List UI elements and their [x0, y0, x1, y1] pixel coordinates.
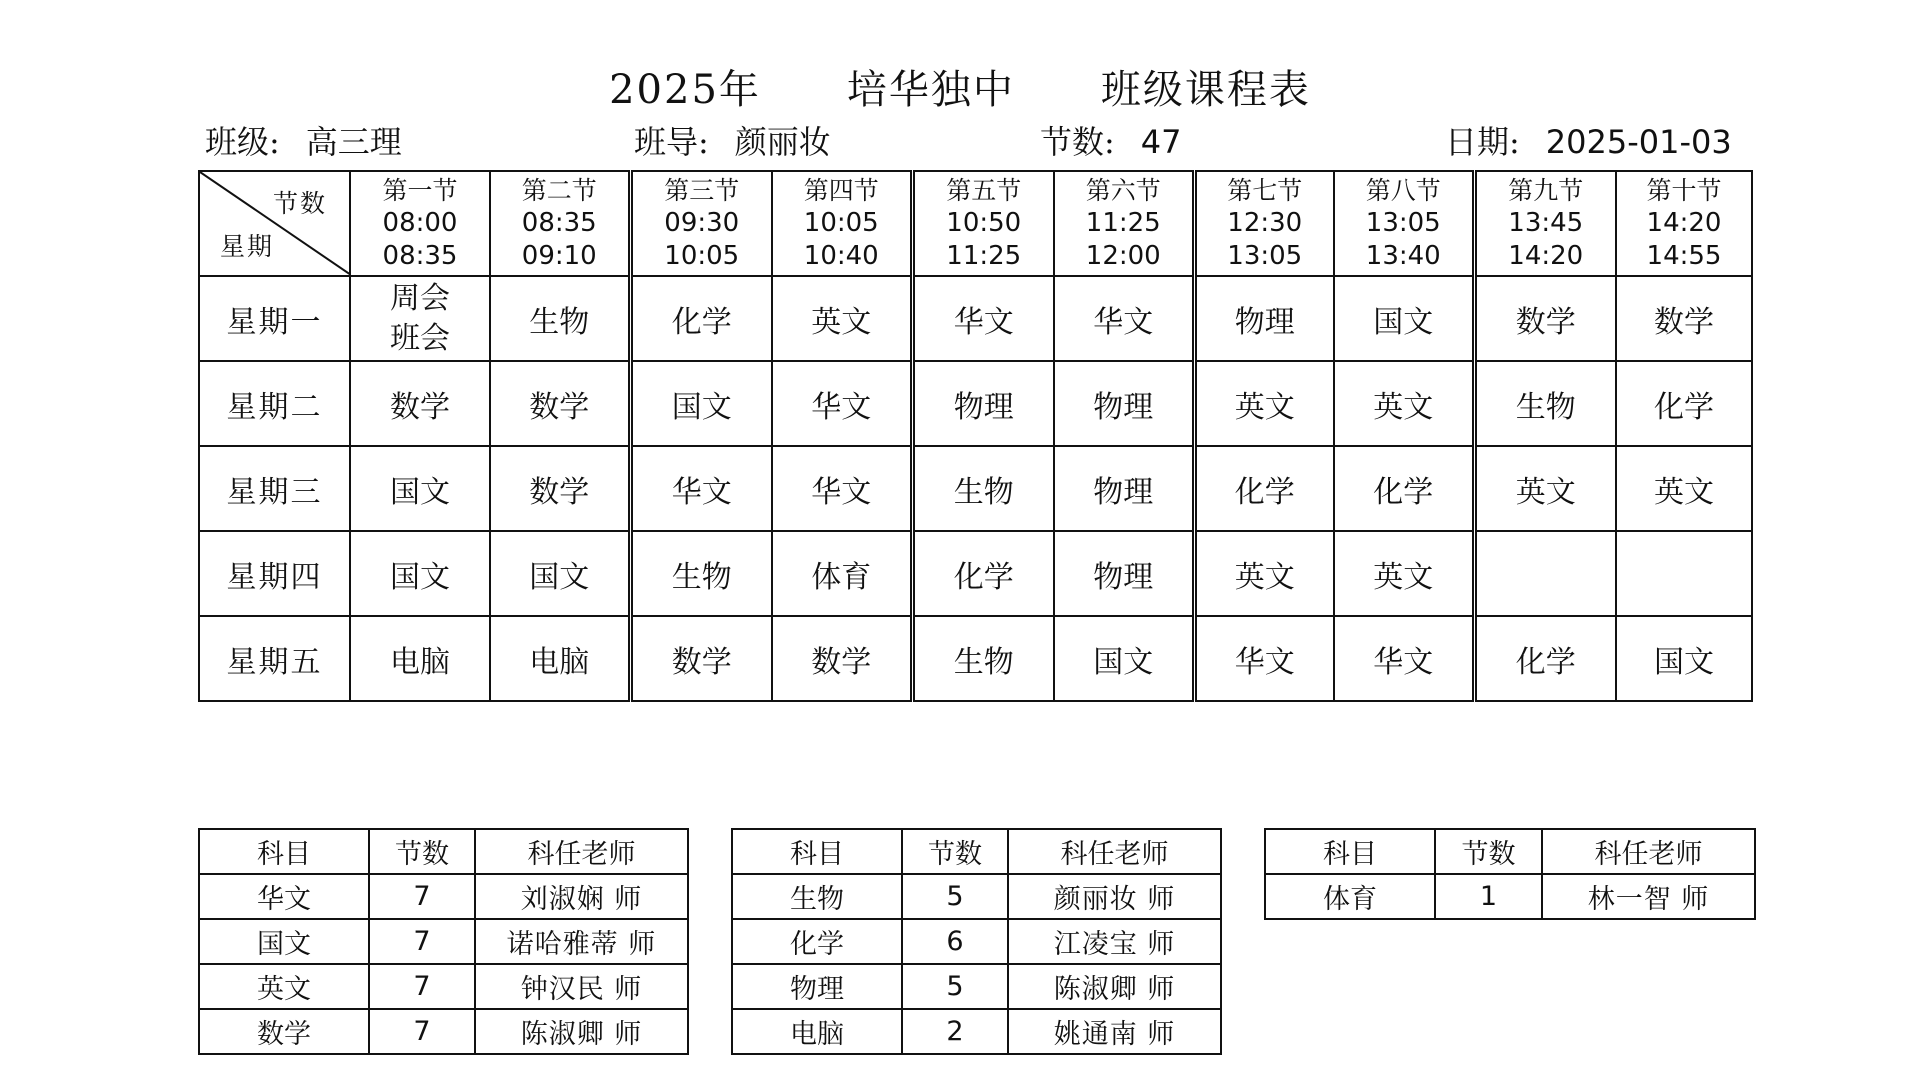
subject-name: 国文: [199, 919, 369, 964]
period-header: [912, 171, 1054, 276]
period-start: 12:30: [1227, 208, 1303, 238]
period-header: [350, 171, 490, 276]
class-cell: 数学: [350, 361, 490, 446]
period-name: 第六节: [1085, 176, 1161, 205]
day-row: [199, 616, 1752, 701]
class-cell: 化学: [1474, 616, 1616, 701]
class-info: [205, 122, 402, 162]
subject-teacher: 姚通南 师: [1008, 1009, 1221, 1054]
period-header: [490, 171, 630, 276]
periods-value: 47: [1140, 123, 1182, 161]
subject-teacher: 林一智 师: [1542, 874, 1755, 919]
period-header: [1616, 171, 1752, 276]
class-cell: [1616, 531, 1752, 616]
period-start: 08:35: [521, 208, 597, 238]
subject-table-3: [1264, 828, 1756, 920]
class-cell: 生物: [630, 531, 772, 616]
period-end: 13:40: [1365, 241, 1441, 271]
period-start: 10:05: [803, 208, 879, 238]
subject-row: [199, 919, 688, 964]
corner-bottom-label: 星期: [220, 232, 275, 261]
periods-info: [1040, 122, 1182, 162]
subject-header-row: [1265, 829, 1755, 874]
period-end: 14:20: [1508, 241, 1584, 271]
class-cell: 华文: [630, 446, 772, 531]
subject-row: [732, 1009, 1221, 1054]
subject-count: 7: [369, 874, 475, 919]
class-cell: 数学: [772, 616, 912, 701]
class-cell: 国文: [350, 531, 490, 616]
subject-row: [1265, 874, 1755, 919]
period-end: 08:35: [382, 241, 458, 271]
periods-label: 节数:: [1040, 123, 1115, 161]
period-end: 10:05: [664, 241, 740, 271]
period-name: 第一节: [382, 176, 458, 205]
class-cell: 国文: [490, 531, 630, 616]
period-start: 11:25: [1085, 208, 1161, 238]
subject-count: 6: [902, 919, 1008, 964]
day-label: 星期三: [199, 446, 350, 531]
period-name: 第二节: [521, 176, 597, 205]
subject-teacher: 陈淑卿 师: [475, 1009, 688, 1054]
subject-count: 7: [369, 1009, 475, 1054]
subject-table-2: [731, 828, 1222, 1055]
class-cell: 国文: [1054, 616, 1194, 701]
subject-row: [732, 964, 1221, 1009]
period-name: 第四节: [803, 176, 879, 205]
subject-table-1: [198, 828, 689, 1055]
subject-row: [732, 919, 1221, 964]
subject-count: 7: [369, 964, 475, 1009]
class-cell: 数学: [630, 616, 772, 701]
class-cell: 物理: [912, 361, 1054, 446]
period-header: [1334, 171, 1474, 276]
subject-count: 2: [902, 1009, 1008, 1054]
subject-count: 7: [369, 919, 475, 964]
day-label: 星期二: [199, 361, 350, 446]
tutor-value: 颜丽妆: [734, 123, 831, 161]
header-row: [199, 171, 1752, 276]
class-cell: 数学: [1616, 276, 1752, 361]
class-cell: 电脑: [490, 616, 630, 701]
period-name: 第三节: [664, 176, 740, 205]
class-cell: 华文: [1054, 276, 1194, 361]
period-start: 13:45: [1508, 208, 1584, 238]
class-cell: 国文: [630, 361, 772, 446]
count-header: 节数: [902, 829, 1008, 874]
subject-teacher: 颜丽妆 师: [1008, 874, 1221, 919]
class-cell: 英文: [772, 276, 912, 361]
period-header: [630, 171, 772, 276]
teacher-header: 科任老师: [1008, 829, 1221, 874]
title-name: 班级课程表: [1100, 67, 1311, 113]
class-cell: 物理: [1054, 446, 1194, 531]
class-cell: 华文: [1334, 616, 1474, 701]
class-cell: 英文: [1194, 531, 1334, 616]
class-cell: 物理: [1194, 276, 1334, 361]
subject-count: 1: [1435, 874, 1542, 919]
class-cell: 英文: [1334, 531, 1474, 616]
class-cell: 物理: [1054, 531, 1194, 616]
class-cell: 英文: [1334, 361, 1474, 446]
period-start: 10:50: [946, 208, 1022, 238]
subject-name: 化学: [732, 919, 902, 964]
class-cell: 数学: [490, 361, 630, 446]
period-header: [1474, 171, 1616, 276]
period-header: [1054, 171, 1194, 276]
subject-name: 华文: [199, 874, 369, 919]
subject-name: 电脑: [732, 1009, 902, 1054]
day-label: 星期四: [199, 531, 350, 616]
title-year: 2025年: [609, 67, 761, 113]
period-start: 13:05: [1365, 208, 1441, 238]
subject-teacher: 钟汉民 师: [475, 964, 688, 1009]
date-value: 2025-01-03: [1545, 123, 1732, 161]
period-header: [1194, 171, 1334, 276]
period-start: 08:00: [382, 208, 458, 238]
class-value: 高三理: [305, 123, 402, 161]
corner-cell: [199, 171, 350, 276]
class-cell: [1474, 531, 1616, 616]
period-header: [772, 171, 912, 276]
period-end: 10:40: [803, 241, 879, 271]
class-cell: 国文: [350, 446, 490, 531]
period-end: 14:55: [1646, 241, 1722, 271]
subject-name: 数学: [199, 1009, 369, 1054]
subject-header: 科目: [1265, 829, 1435, 874]
subject-row: [732, 874, 1221, 919]
period-end: 12:00: [1085, 241, 1161, 271]
subject-header: 科目: [732, 829, 902, 874]
subject-name: 英文: [199, 964, 369, 1009]
class-cell: 华文: [912, 276, 1054, 361]
class-cell: 华文: [772, 361, 912, 446]
period-end: 11:25: [946, 241, 1022, 271]
schedule-table: [198, 170, 1753, 702]
subject-name: 物理: [732, 964, 902, 1009]
class-cell: 化学: [630, 276, 772, 361]
class-cell: 英文: [1616, 446, 1752, 531]
count-header: 节数: [1435, 829, 1542, 874]
tutor-label: 班导:: [634, 123, 709, 161]
period-end: 09:10: [521, 241, 597, 271]
class-cell: [350, 276, 490, 361]
corner-top-label: 节数: [272, 189, 327, 218]
subject-teacher: 刘淑娴 师: [475, 874, 688, 919]
page-title: [0, 58, 1920, 115]
class-label: 班级:: [205, 123, 280, 161]
subject-header: 科目: [199, 829, 369, 874]
subject-teacher: 江凌宝 师: [1008, 919, 1221, 964]
class-cell: 生物: [912, 616, 1054, 701]
day-label: 星期五: [199, 616, 350, 701]
title-school: 培华独中: [846, 67, 1015, 113]
day-row: [199, 361, 1752, 446]
subject-name: 体育: [1265, 874, 1435, 919]
teacher-header: 科任老师: [1542, 829, 1755, 874]
period-start: 14:20: [1646, 208, 1722, 238]
class-cell-multiline: 周会 班会: [390, 280, 450, 356]
class-cell: 生物: [1474, 361, 1616, 446]
period-name: 第七节: [1227, 176, 1303, 205]
day-row: [199, 446, 1752, 531]
subject-header-row: [199, 829, 688, 874]
class-cell: 化学: [1334, 446, 1474, 531]
day-row: [199, 276, 1752, 361]
class-cell: 英文: [1474, 446, 1616, 531]
class-cell: 电脑: [350, 616, 490, 701]
class-cell: 国文: [1334, 276, 1474, 361]
period-start: 09:30: [664, 208, 740, 238]
class-cell: 体育: [772, 531, 912, 616]
period-end: 13:05: [1227, 241, 1303, 271]
class-cell: 华文: [1194, 616, 1334, 701]
subject-teacher: 陈淑卿 师: [1008, 964, 1221, 1009]
subject-row: [199, 964, 688, 1009]
teacher-header: 科任老师: [475, 829, 688, 874]
date-label: 日期:: [1445, 123, 1520, 161]
class-cell: 数学: [1474, 276, 1616, 361]
day-row: [199, 531, 1752, 616]
class-cell: 化学: [1616, 361, 1752, 446]
subject-row: [199, 1009, 688, 1054]
class-cell: 生物: [912, 446, 1054, 531]
count-header: 节数: [369, 829, 475, 874]
period-name: 第九节: [1508, 176, 1584, 205]
class-cell: 化学: [912, 531, 1054, 616]
class-cell: 国文: [1616, 616, 1752, 701]
subject-teacher: 诺哈雅蒂 师: [475, 919, 688, 964]
tutor-info: [634, 122, 831, 162]
subject-count: 5: [902, 874, 1008, 919]
period-name: 第八节: [1365, 176, 1441, 205]
period-name: 第十节: [1646, 176, 1722, 205]
subject-header-row: [732, 829, 1221, 874]
subject-name: 生物: [732, 874, 902, 919]
period-name: 第五节: [946, 176, 1022, 205]
day-label: 星期一: [199, 276, 350, 361]
class-cell: 数学: [490, 446, 630, 531]
class-cell: 英文: [1194, 361, 1334, 446]
class-cell: 华文: [772, 446, 912, 531]
date-info: [1445, 122, 1732, 162]
class-cell: 生物: [490, 276, 630, 361]
class-cell: 物理: [1054, 361, 1194, 446]
subject-count: 5: [902, 964, 1008, 1009]
subject-row: [199, 874, 688, 919]
class-cell: 化学: [1194, 446, 1334, 531]
